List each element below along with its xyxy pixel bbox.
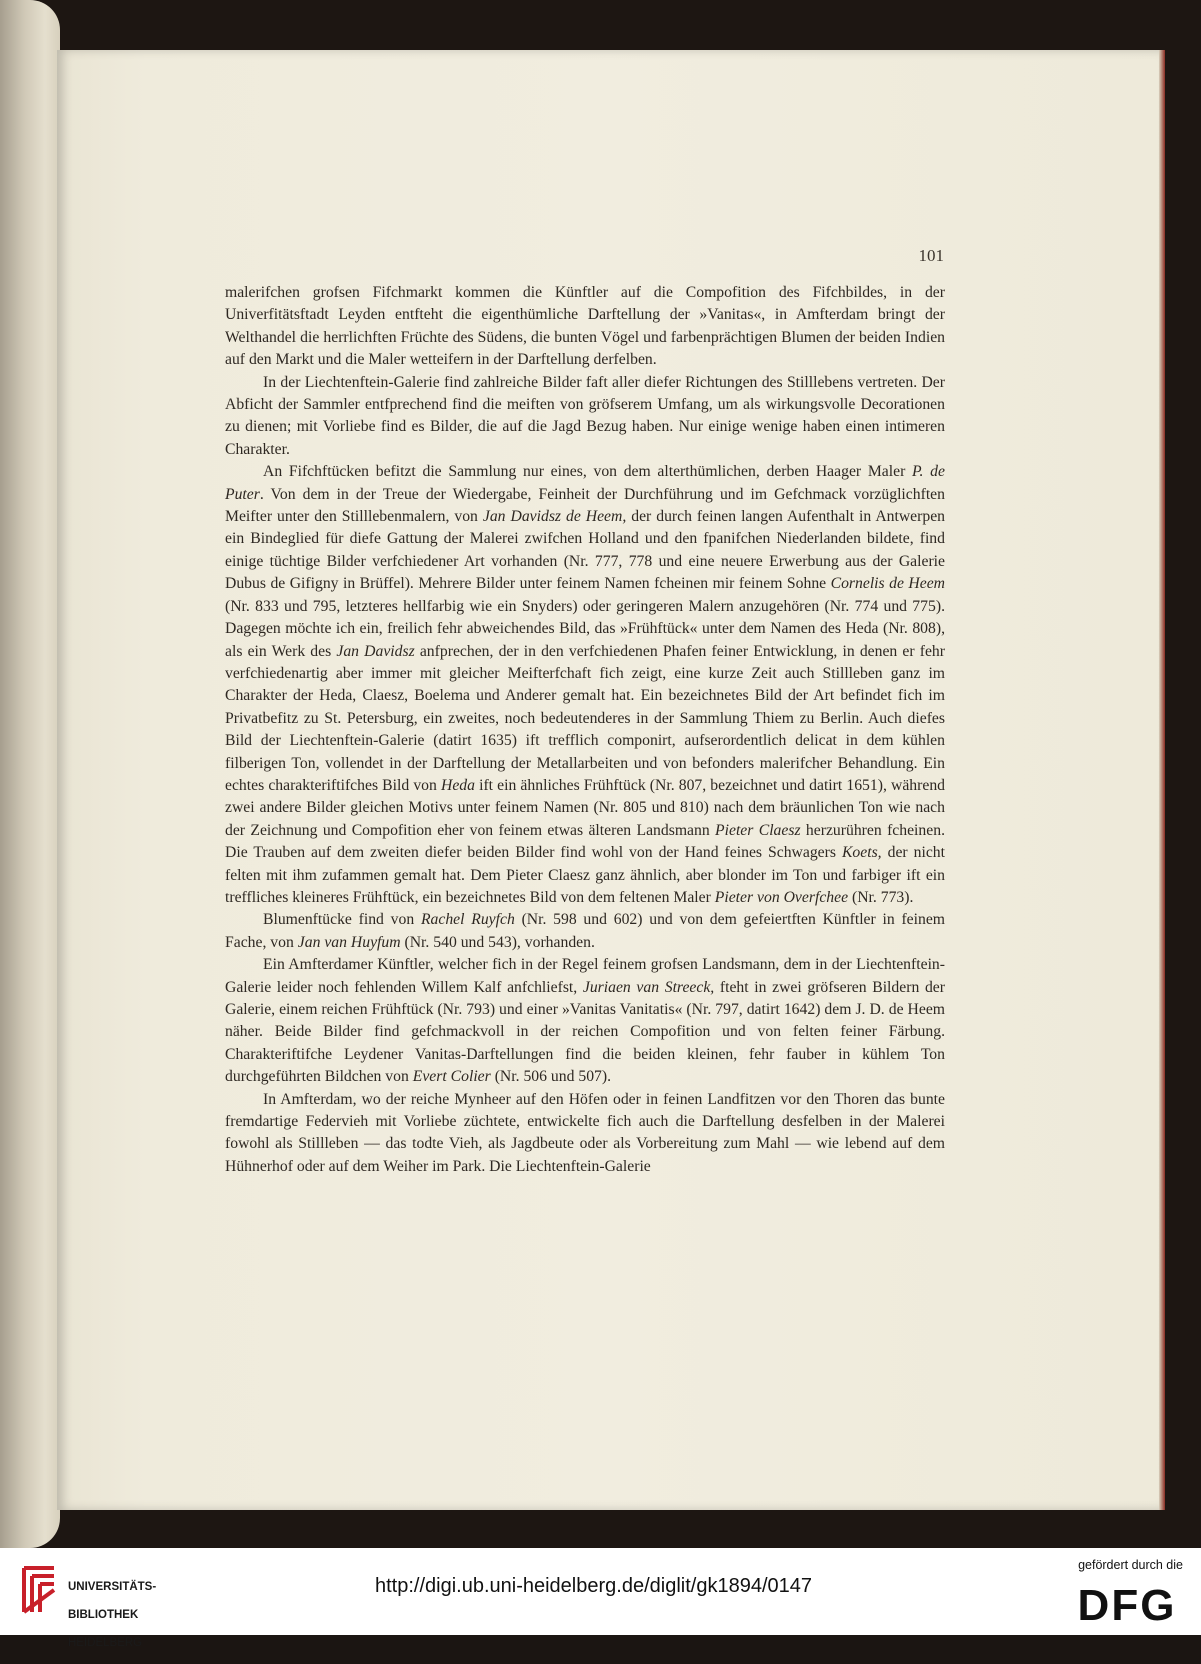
text-run: malerifchen grofsen Fifchmarkt kommen die Künftler auf die Compofition des Fifchbildes, in der Univerfitätsftadt Leyden entfteht die eigenthümliche Darftellung der »Vanitas«, in Amfterdam bringt der Welthandel die herrlichften Früchte des Südens, die bunten Vögel und farbenprächtigen Blumen der beiden Indien auf den Markt und die Maler wetteifern in der Darftellung derfelben. — [225, 284, 945, 369]
italic-name: Pieter von Overfchee — [714, 888, 849, 906]
text-run: (Nr. 540 und 543), vorhanden. — [400, 933, 595, 951]
record-url-link[interactable]: http://digi.ub.uni-heidelberg.de/diglit/gk1894/0147 — [375, 1575, 812, 1597]
paragraph — [225, 372, 945, 462]
page-number: 101 — [918, 246, 944, 265]
paragraph — [225, 461, 945, 909]
text-run: (Nr. 506 und 507). — [490, 1068, 612, 1086]
text-run: (Nr. 598 und 602) und von dem gefeiertften Künftler in feinem Fache, von — [225, 911, 946, 951]
library-name[interactable] — [68, 1566, 156, 1664]
italic-name: Jan van Huyfum — [297, 933, 401, 951]
left-page-edge — [0, 0, 60, 1548]
text-run: Ein Amfterdamer Künftler, welcher fich in der Regel feinem grofsen Landsmann, dem in der Liechtenftein-Galerie leider noch fehlenden Willem Kalf anfchliefst, — [225, 956, 945, 996]
footer-bar — [0, 1548, 1201, 1649]
page-edge — [1159, 50, 1165, 1510]
italic-name: Evert Colier — [412, 1068, 491, 1086]
paragraph — [225, 954, 945, 1088]
italic-name: Heda — [440, 776, 475, 794]
library-logo-icon[interactable] — [14, 1560, 60, 1620]
italic-name: Cornelis de Heem — [830, 575, 945, 593]
text-run: der nicht felten mit ihm zufammen gemalt hat. Dem Pieter Claesz ganz ähnlich, aber blonder im Ton und farbiger ift ein treffliches kleineres Frühftück, ein bezeichnetes Bild von dem feltenen Maler — [225, 844, 945, 906]
library-name-line-3: HEIDELBERG — [68, 1637, 143, 1649]
text-run: (Nr. 833 und 795, letzteres hellfarbig wie ein Snyders) oder geringeren Malern anzugehören (Nr. 774 und 775). Dagegen möchte ich ein, freilich fehr abweichendes Bild, das »Frühftück« unter dem Namen des Heda (Nr. 808), als ein Werk des — [225, 597, 945, 660]
library-name-line-2: BIBLIOTHEK — [68, 1609, 139, 1621]
text-run: ift ein ähnliches Frühftück (Nr. 807, bezeichnet und datirt 1651), während zwei andere Bilder gleichen Motivs unter feinem Namen (Nr. 805 und 810) nach dem bräunlichen Ton wie nach der Zeichnung und Compofition eher von feinem etwas älteren Landsmann — [225, 776, 946, 839]
dfg-logo-icon[interactable] — [1071, 1584, 1183, 1624]
italic-name: Jan Davidsz de Heem, — [482, 508, 627, 526]
dfg-logo-text: DFG — [1077, 1584, 1177, 1624]
paragraph — [225, 282, 945, 372]
italic-name: Rachel Ruyfch — [420, 911, 515, 929]
text-run: Blumenftücke find von — [263, 911, 421, 929]
italic-name: Juriaen van Streeck, — [582, 978, 715, 996]
text-run: anfprechen, der in den verfchiedenen Phafen feiner Entwicklung, in denen er fehr verfchiedenartig aber immer mit gleicher Meifterfchaft fich zeigt, eine kurze Zeit auch Stillleben ganz im Charakter der Heda, Claesz, Boelema und Anderer gemalt hat. Ein bezeichnetes Bild der Art befindet fich im Privatbefitz zu St. Petersburg, ein zweites, noch bedeutenderes in der Sammlung Thiem zu Berlin. Auch diefes Bild der Liechtenftein-Galerie (datirt 1635) ift trefflich componirt, aufserordentlich delicat in dem kühlen filberigen Ton, vollendet in der Darftellung der Metallarbeiten und von befonders malerifcher Behandlung. Ein echtes charakteriftifches Bild von — [225, 642, 945, 794]
text-run: der durch feinen langen Aufenthalt in Antwerpen ein Bindeglied für diefe Gattung der Malerei zwifchen Holland und den fpanifchen Niederlanden bildete, find einige tüchtige Bilder verfchiedener Art vorhanden (Nr. 777, 778 und eine neuere Erwerbung aus der Galerie Dubus de Gifigny in Brüffel). Mehrere Bilder unter feinem Namen fcheinen mir feinem Sohne — [225, 508, 946, 593]
italic-name: Pieter Claesz — [715, 821, 801, 839]
text-run: . Von dem in der Treue der Wiedergabe, Feinheit der Durchführung und im Gefchmack vorzüglichften Meifter unter den Stilllebenmalern, von — [225, 485, 945, 526]
text-run: In Amfterdam, wo der reiche Mynheer auf den Höfen oder in feinen Landfitzen vor den Thoren das bunte fremdartige Federvieh mit Vorliebe züchtete, entwickelte fich auch die Darftellung desfelben in der Malerei fowohl als Stillleben — das todte Vieh, als Jagdbeute oder als Vorbereitung zum Mahl — wie lebend auf dem Hühnerhof oder auf dem Weiher im Park. Die Liechtenftein-Galerie — [225, 1090, 945, 1175]
body-text — [225, 282, 945, 1178]
text-run: (Nr. 773). — [848, 888, 914, 906]
funder-label: gefördert durch die — [1078, 1558, 1183, 1572]
paragraph — [225, 1089, 945, 1179]
text-run: fteht in zwei gröfseren Bildern der Galerie, einem reichen Frühftück (Nr. 793) und einer »Vanitas Vanitatis« (Nr. 797, datirt 1642) dem J. D. de Heem näher. Beide Bilder find gefchmackvoll in der reichen Compofition und von felten feiner Färbung. Charakteriftifche Leydener Vanitas-Darftellungen find die beiden kleinen, fehr fauber in kühlem Ton durchgeführten Bildchen von — [225, 978, 945, 1086]
text-run: herzurühren fcheinen. Die Trauben auf dem zweiten diefer beiden Bilder find wohl von der Hand feines Schwagers — [225, 821, 945, 862]
italic-name: Koets, — [841, 844, 882, 862]
library-name-line-1: UNIVERSITÄTS- — [68, 1581, 157, 1593]
text-run: An Fifchftücken befitzt die Sammlung nur eines, von dem alterthümlichen, derben Haager Maler — [263, 463, 912, 481]
italic-name: P. de Puter — [225, 463, 945, 503]
italic-name: Jan Davidsz — [336, 642, 415, 660]
paragraph — [225, 909, 945, 954]
text-run: In der Liechtenftein-Galerie find zahlreiche Bilder faft aller diefer Richtungen des Stilllebens vertreten. Der Abficht der Sammler entfprechend find die meiften von gröfserem Umfang, um als wirkungsvolle Decorationen zu dienen; mit Vorliebe find es Bilder, die auf die Jagd Bezug haben. Nur einige wenige haben einen intimeren Charakter. — [225, 373, 945, 458]
